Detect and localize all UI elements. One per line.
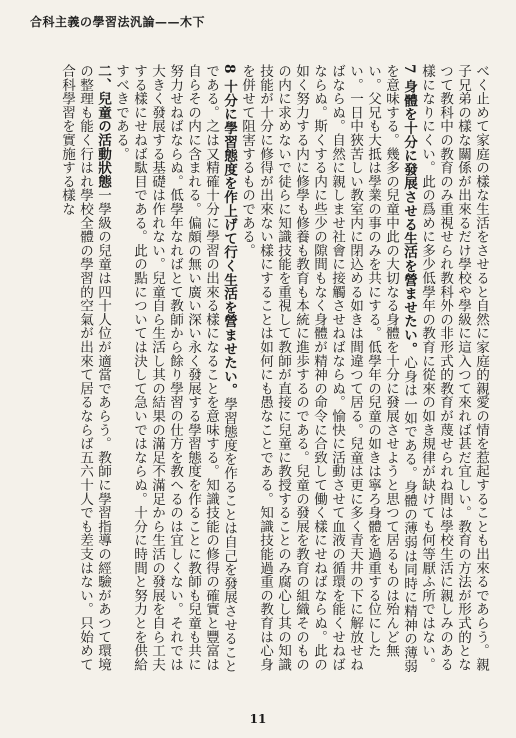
paragraph-number: 8 (221, 64, 237, 74)
body-text (28, 64, 490, 684)
paragraph-1 (418, 64, 490, 684)
paragraph-heading: 十分に學習態度を作上げて行く生活を營ませたい。 (221, 79, 237, 398)
paragraph-text: 心身は一如である。身體の薄弱は同時に精神の薄弱を意味する。幾多の兒童中此の大切なる身體を十分に發展させようと思つて居るものは殆んど無い。父兄も大抵は學業の事のみを共にする。低學年の兒童の如きは寧ろ身體を過重する位にしたい。一日中狹苦しい教室内に閉込める如きは間違つて居る。兒童は更に多く青天井の下に解放せねばならぬ。自然に親しませ社會に接觸させねばならぬ。愉快に活動させて血液の循環を能くせねばならぬ。斯くする内に些少の隙間もなく身體が精神の命令に合致して働く樣にせねばならぬ。此の如く努力する内に修學も修養も教育も本統に進歩するのである。兒童の發展を教育の組織そのものの内に求めないで徒らに知識技能を重視して教師が直接に兒童に教授することのみ腐心し其の知識技能が十分に修得が出來ない樣にすることは如何にも愚なことである。知識技能過重の教育は心身を併せて阻害するものである。 (239, 64, 417, 674)
section-heading: 兒童の活動狀態 (95, 91, 111, 189)
paragraph-heading: 身體を十分に發展させる生活を營ませたい。 (401, 79, 417, 356)
paragraph-text: べく止めて家庭の樣な生活をさせると自然に家庭的親愛の情を惹起することも出來るであらう。親子兄弟の樣な關係が出來るだけ學校や學級に這入つて來れば甚だ宜しい。教育の方法が形式的となつて教科中の教育のみ重視せられ教科外の非形式的教育が蔑せられね間は學校生活に親しみのある樣になりにくい。此の爲めに多少低學年の教育に從來の如き規律が缺けても何等厭ふ所ではない。 (419, 64, 489, 672)
section-2 (58, 64, 112, 684)
paragraph-8 (112, 64, 238, 684)
page-number: 11 (249, 712, 267, 726)
section-number: 二、 (95, 64, 111, 92)
running-header: 合科主義の學習法汎論——木下 (30, 15, 206, 29)
paragraph-text: 學習態度を作ることは自己を發展させることである。之は又精確十分に學習の出來る樣になることを意味する。知識技能の修得の確實と豐富は自らその内に含まれる。偏頗の無い廣い深い永く發展する學習態度を作ることに教師も兒童も共に努力せねばならぬ。低學年なればとて教師から餘り學習の仕方を教へるのは宜しくない。それでは大きく發展する基礎は作れない。兒童自ら生活し其の結果の滿足不滿足から生活の發展を自ら工夫する樣にせねば駄目である。此の點については決して急いではならぬ。十分に時間と努力とを供給すべきである。 (113, 64, 237, 674)
paragraph-7 (238, 64, 418, 684)
paragraph-text: 一學級の兒童は四十人位が適當であらう。教師に學習指導の經驗があつて環境の整理も能く行はれ學校全體の學習的空氣が出來て居るならば五六十人でも差支はない。只始めて合科學習を實施する樣な (59, 64, 111, 672)
paragraph-number: 7 (401, 64, 417, 74)
